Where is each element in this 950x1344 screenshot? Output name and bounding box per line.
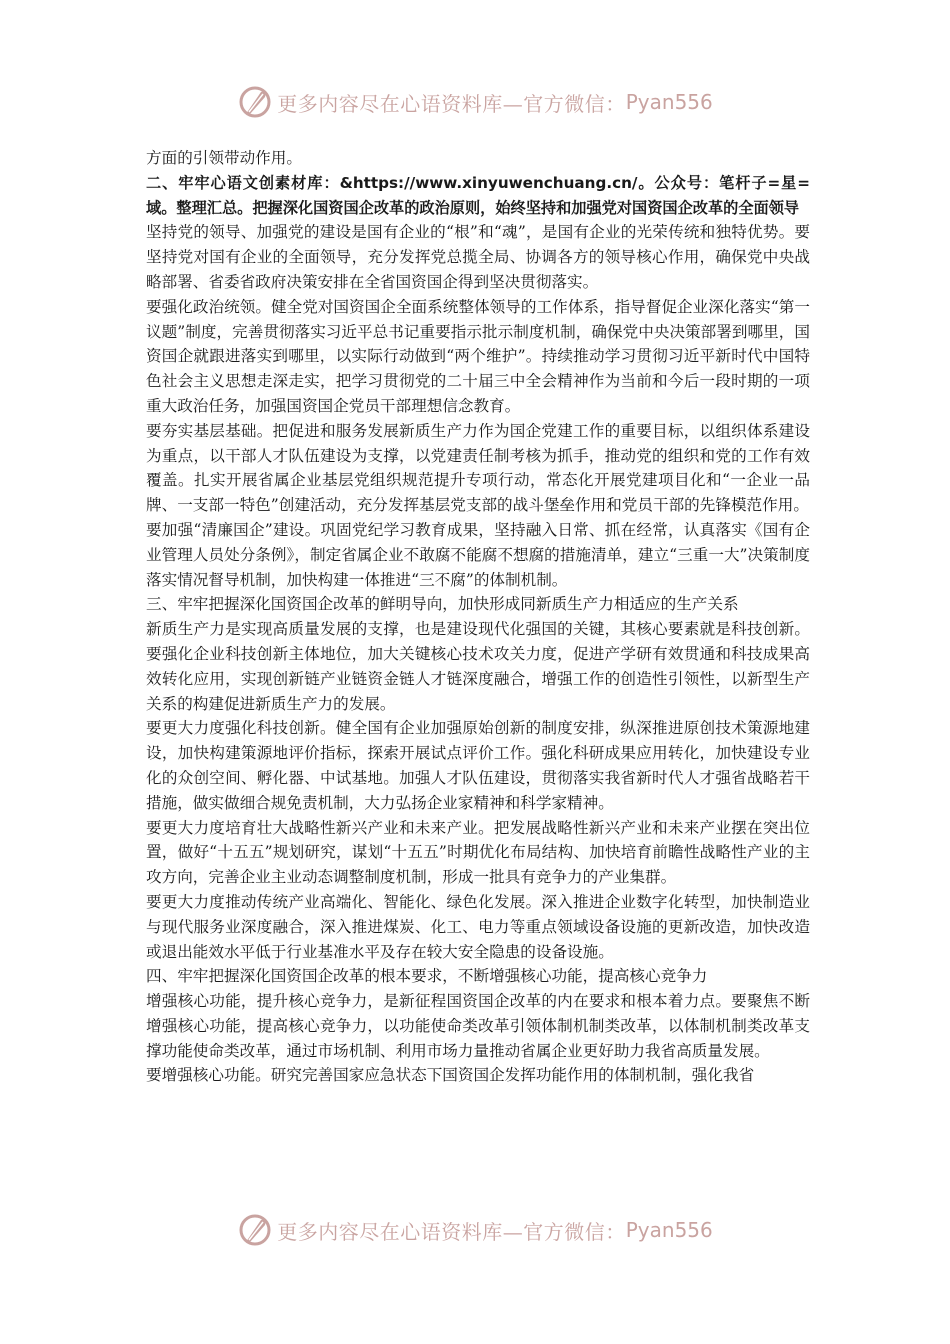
header-banner-text: 更多内容尽在心语资料库—官方微信： <box>277 91 626 116</box>
paragraph: 方面的引领带动作用。 <box>146 149 302 167</box>
paragraph: 要更大力度强化科技创新。健全国有企业加强原始创新的制度安排，纵深推进原创技术策源地建设，加快构建策源地评价指标，探索开展试点评价工作。强化科研成果应用转化，加快建设专业化的众创空间、孵化器、中试基地。加强人才队伍建设，贯彻落实我省新时代人才强省战略若干措施，做实做细合规免责机制，大力弘扬企业家精神和科学家精神。 <box>146 719 810 812</box>
footer-wechat-id: Pyan556 <box>625 1218 713 1242</box>
section-heading: 二、牢牢心语文创素材库：&https://www.xinyuwenchuang.cn/。公众号：笔杆子=星=域。整理汇总。把握深化国资国企改革的政治原则，始终坚持和加强党对国资国企改革的全面领导 <box>146 173 810 217</box>
document-body <box>146 146 810 1088</box>
paragraph: 坚持党的领导、加强党的建设是国有企业的“根”和“魂”，是国有企业的光荣传统和独特优势。要坚持党对国有企业的全面领导，充分发挥党总揽全局、协调各方的领导核心作用，确保党中央战略部署、省委省政府决策安排在全省国资国企得到坚决贯彻落实。 <box>146 223 810 291</box>
paragraph: 要强化政治统领。健全党对国资国企全面系统整体领导的工作体系，指导督促企业深化落实“第一议题”制度，完善贯彻落实习近平总书记重要指示批示制度机制，确保党中央决策部署到哪里，国资国企就跟进落实到哪里，以实际行动做到“两个维护”。持续推动学习贯彻习近平新时代中国特色社会主义思想走深走实，把学习贯彻党的二十届三中全会精神作为当前和今后一段时期的一项重大政治任务，加强国资国企党员干部理想信念教育。 <box>146 297 810 415</box>
footer-banner-text: 更多内容尽在心语资料库—官方微信： <box>277 1219 626 1244</box>
footer-watermark-banner <box>0 1210 950 1250</box>
paragraph: 要夯实基层基础。把促进和服务发展新质生产力作为国企党建工作的重要目标，以组织体系建设为重点，以干部人才队伍建设为支撑，以党建责任制考核为抓手，推动党的组织和党的工作有效覆盖。扎实开展省属企业基层党组织规范提升专项行动，常态化开展党建项目化和“一企业一品牌、一支部一特色”创建活动，充分发挥基层党支部的战斗堡垒作用和党员干部的先锋模范作用。 <box>146 421 810 515</box>
feather-pen-logo-icon <box>237 1212 273 1248</box>
feather-pen-logo-icon <box>237 84 273 120</box>
paragraph: 新质生产力是实现高质量发展的支撑，也是建设现代化强国的关键，其核心要素就是科技创新。要强化企业科技创新主体地位，加大关键核心技术攻关力度，促进产学研有效贯通和科技成果高效转化应用，实现创新链产业链资金链人才链深度融合，增强工作的创造性引领性，以新型生产关系的构建促进新质生产力的发展。 <box>146 620 810 713</box>
paragraph: 要更大力度培育壮大战略性新兴产业和未来产业。把发展战略性新兴产业和未来产业摆在突出位置，做好“十五五”规划研究，谋划“十五五”时期优化布局结构、加快培育前瞻性战略性产业的主攻方向，完善企业主业动态调整制度机制，形成一批具有竞争力的产业集群。 <box>146 818 810 887</box>
section-heading: 四、牢牢把握深化国资国企改革的根本要求，不断增强核心功能，提高核心竞争力 <box>146 967 708 986</box>
header-watermark-banner <box>0 82 950 122</box>
paragraph: 要增强核心功能。研究完善国家应急状态下国资国企发挥功能作用的体制机制，强化我省 <box>146 1066 755 1085</box>
paragraph: 增强核心功能，提升核心竞争力，是新征程国资国企改革的内在要求和根本着力点。要聚焦不断增强核心功能，提高核心竞争力，以功能使命类改革引领体制机制类改革，以体制机制类改革支撑功能使命类改革，通过市场机制、利用市场力量推动省属企业更好助力我省高质量发展。 <box>146 992 810 1060</box>
header-wechat-id: Pyan556 <box>625 90 713 114</box>
paragraph: 要加强“清廉国企”建设。巩固党纪学习教育成果，坚持融入日常、抓在经常，认真落实《国有企业管理人员处分条例》，制定省属企业不敢腐不能腐不想腐的措施清单，建立“三重一大”决策制度落实情况督导机制，加快构建一体推进“三不腐”的体制机制。 <box>146 520 810 589</box>
section-heading: 三、牢牢把握深化国资国企改革的鲜明导向，加快形成同新质生产力相适应的生产关系 <box>146 595 739 614</box>
paragraph: 要更大力度推动传统产业高端化、智能化、绿色化发展。深入推进企业数字化转型，加快制造业与现代服务业深度融合，深入推进煤炭、化工、电力等重点领域设备设施的更新改造，加快改造或退出能效水平低于行业基准水平及存在较大安全隐患的设备设施。 <box>146 892 810 961</box>
